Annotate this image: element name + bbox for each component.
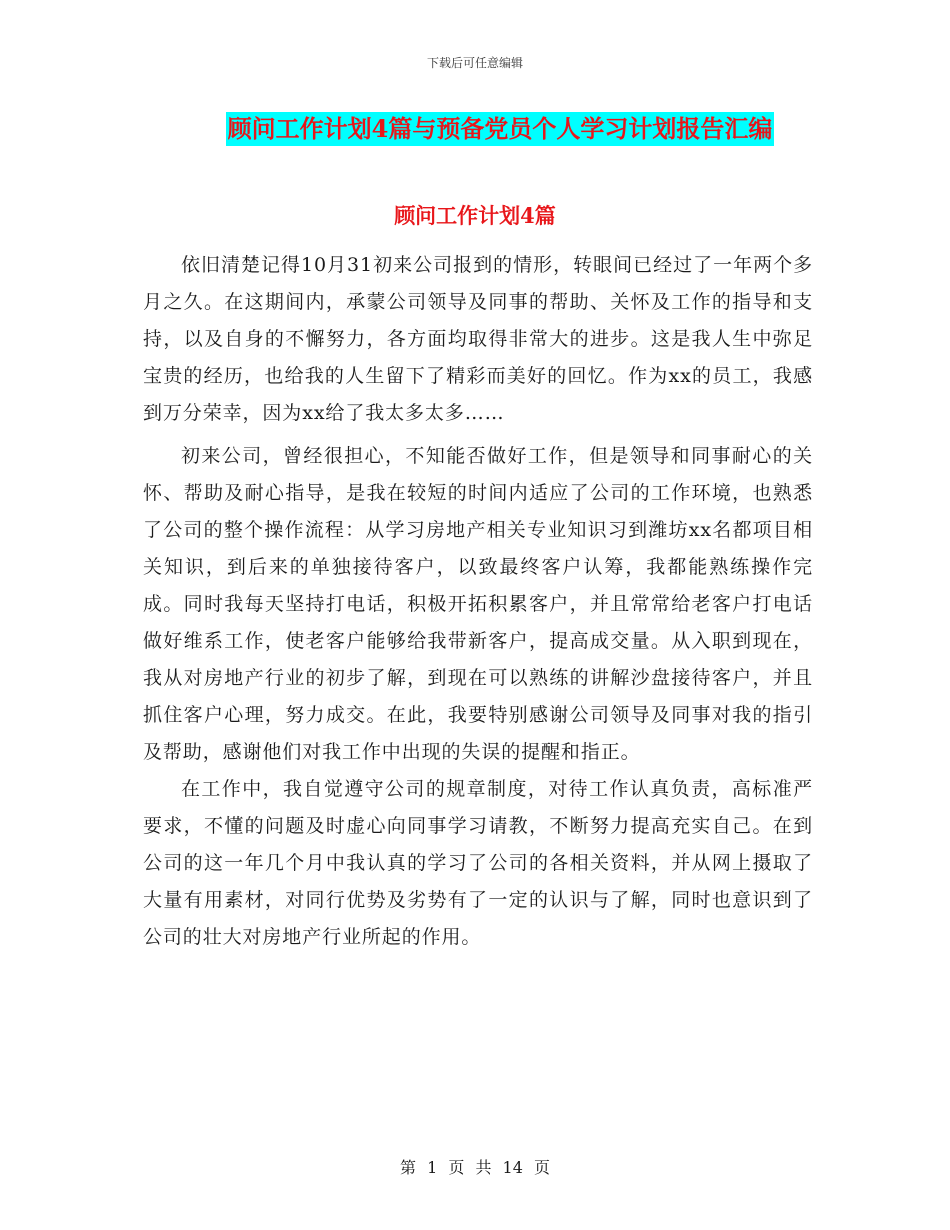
- paragraph: 在工作中，我自觉遵守公司的规章制度，对待工作认真负责，高标准严要求，不懂的问题及时虚心向同事学习请教，不断努力提高充实自己。在到公司的这一年几个月中我认真的学习了公司的各相关资料，并从网上摄取了大量有用素材，对同行优势及劣势有了一定的认识与了解，同时也意识到了公司的壮大对房地产行业所起的作用。: [143, 778, 813, 948]
- page-footer: 第 1 页 共 14 页: [400, 1158, 550, 1177]
- main-title: 顾问工作计划4篇与预备党员个人学习计划报告汇编: [226, 112, 775, 146]
- paragraph: 依旧清楚记得10月31初来公司报到的情形，转眼间已经过了一年两个多月之久。在这期间内，承蒙公司领导及同事的帮助、关怀及工作的指导和支持，以及自身的不懈努力，各方面均取得非常大的进步。这是我人生中弥足宝贵的经历，也给我的人生留下了精彩而美好的回忆。作为xx的员工，我感到万分荣幸，因为xx给了我太多太多……: [143, 254, 813, 424]
- section-title: 顾问工作计划4篇: [394, 203, 556, 228]
- paragraph: 初来公司，曾经很担心，不知能否做好工作，但是领导和同事耐心的关怀、帮助及耐心指导，是我在较短的时间内适应了公司的工作环境，也熟悉了公司的整个操作流程：从学习房地产相关专业知识习到潍坊xx名都项目相关知识，到后来的单独接待客户，以致最终客户认筹，我都能熟练操作完成。同时我每天坚持打电话，积极开拓积累客户，并且常常给老客户打电话做好维系工作，使老客户能够给我带新客户，提高成交量。从入职到现在，我从对房地产行业的初步了解，到现在可以熟练的讲解沙盘接待客户，并且抓住客户心理，努力成交。在此，我要特别感谢公司领导及同事对我的指引及帮助，感谢他们对我工作中出现的失误的提醒和指正。: [143, 445, 813, 763]
- main-title-wrap: [0, 112, 950, 146]
- header-note: 下载后可任意编辑: [426, 56, 523, 70]
- body-text: [143, 247, 813, 956]
